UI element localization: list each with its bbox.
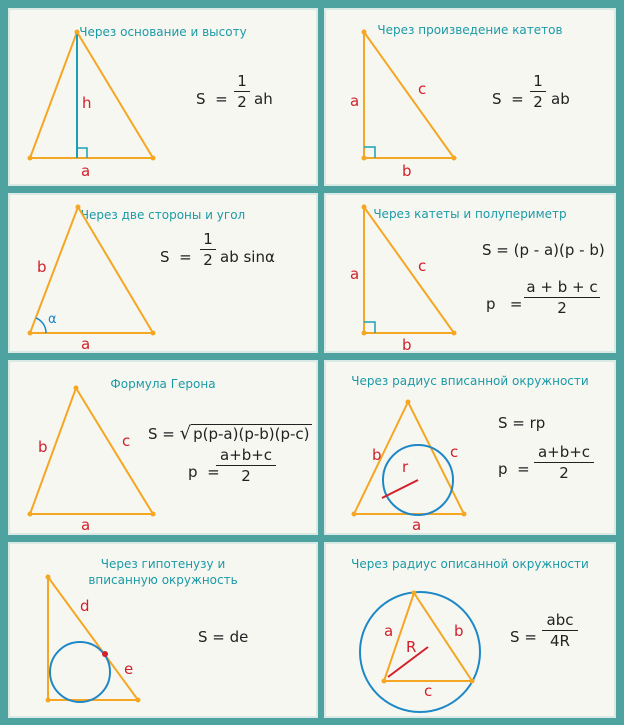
formula-p-lhs: p = [486,295,523,313]
fraction: 1 2 [200,230,216,269]
label-c: c [418,80,427,98]
fraction: 1 2 [530,72,546,111]
formula-lhs: S = [196,90,228,108]
label-alpha: α [48,312,57,327]
vertex-dot [75,30,80,35]
vertex-dot [362,331,367,336]
formula-rest: ab [551,90,570,108]
vertex-dot [28,156,33,161]
vertex-dot [352,512,357,517]
card-inscribed-radius [324,360,616,535]
label-a: a [384,622,394,640]
formula-s: S = rp [498,414,546,432]
label-c: c [450,443,459,461]
fraction: abc 4R [542,611,578,650]
triangle-diagram [326,10,616,186]
card-title: Через радиус описанной окружности [351,557,589,571]
formula-rest: ab sinα [220,248,275,266]
label-d: d [80,597,90,615]
label-c: c [424,682,433,700]
label-r: r [402,458,409,476]
triangle [364,32,454,158]
right-angle-mark [77,148,87,158]
label-a: a [81,162,91,180]
formula-s: S = (p - a)(p - b) [482,241,605,259]
vertex-dot [406,400,411,405]
vertex-dot [362,156,367,161]
label-h: h [82,94,92,112]
label-c: c [122,432,131,450]
label-e: e [124,660,134,678]
card-base-height [8,8,318,186]
card-title: Через катеты и полупериметр [373,207,567,221]
label-b: b [372,446,382,464]
formula-lhs: S = [510,628,537,646]
triangle-diagram [10,544,318,718]
vertex-dot [74,386,79,391]
card-title: Через произведение катетов [377,23,563,37]
vertex-dot [470,679,475,684]
card-legs-product [324,8,616,186]
vertex-dot [382,679,387,684]
vertex-dot [76,205,81,210]
vertex-dot [412,591,417,596]
card-circumscribed-radius [324,542,616,718]
label-b: b [454,622,464,640]
inscribed-circle [50,642,110,702]
vertex-dot [452,331,457,336]
vertex-dot [28,512,33,517]
vertex-dot [462,512,467,517]
radius-line [382,480,418,498]
label-b: b [38,438,48,456]
card-title-line2: вписанную окружность [88,573,238,587]
formula-p-lhs: p = [188,463,220,481]
formula-s: S = de [198,628,249,646]
vertex-dot [362,30,367,35]
fraction: 1 2 [234,72,250,111]
label-a: a [81,516,91,534]
label-b: b [402,162,412,180]
triangle [48,577,138,700]
card-hypotenuse-incircle [8,542,318,718]
label-b: b [402,336,412,353]
triangle [364,207,454,333]
label-b: b [37,258,47,276]
label-a: a [81,335,91,353]
fraction: a + b + c 2 [524,278,600,317]
vertex-dot [362,205,367,210]
vertex-dot [151,156,156,161]
angle-arc [36,318,46,333]
triangle [30,388,153,514]
label-R: R [406,638,417,656]
vertex-dot [46,575,51,580]
formula-lhs: S = [492,90,524,108]
formula-lhs: S = [160,248,192,266]
card-legs-semiperimeter [324,193,616,353]
triangle-diagram [10,195,318,353]
formula-p-lhs: p = [498,460,530,478]
tangent-point [102,651,108,657]
card-heron [8,360,318,535]
label-c: c [418,257,427,275]
card-title-line1: Через гипотенузу и [100,557,226,571]
card-title: Через две стороны и угол [80,208,246,222]
heron-formula: S = √ p(p-a)(p-b)(p-c) [148,423,310,444]
card-title: Через радиус вписанной окружности [351,374,589,388]
label-a: a [412,516,422,534]
card-title: Через основание и высоту [79,25,247,39]
vertex-dot [151,331,156,336]
vertex-dot [46,698,51,703]
vertex-dot [452,156,457,161]
fraction: a+b+c 2 [216,446,276,485]
vertex-dot [136,698,141,703]
vertex-dot [151,512,156,517]
label-a: a [350,92,360,110]
triangle-diagram [326,195,616,353]
vertex-dot [28,331,33,336]
card-two-sides-angle [8,193,318,353]
formula-rest: ah [254,90,273,108]
card-title: Формула Герона [110,377,216,391]
label-a: a [350,265,360,283]
fraction: a+b+c 2 [534,443,594,482]
